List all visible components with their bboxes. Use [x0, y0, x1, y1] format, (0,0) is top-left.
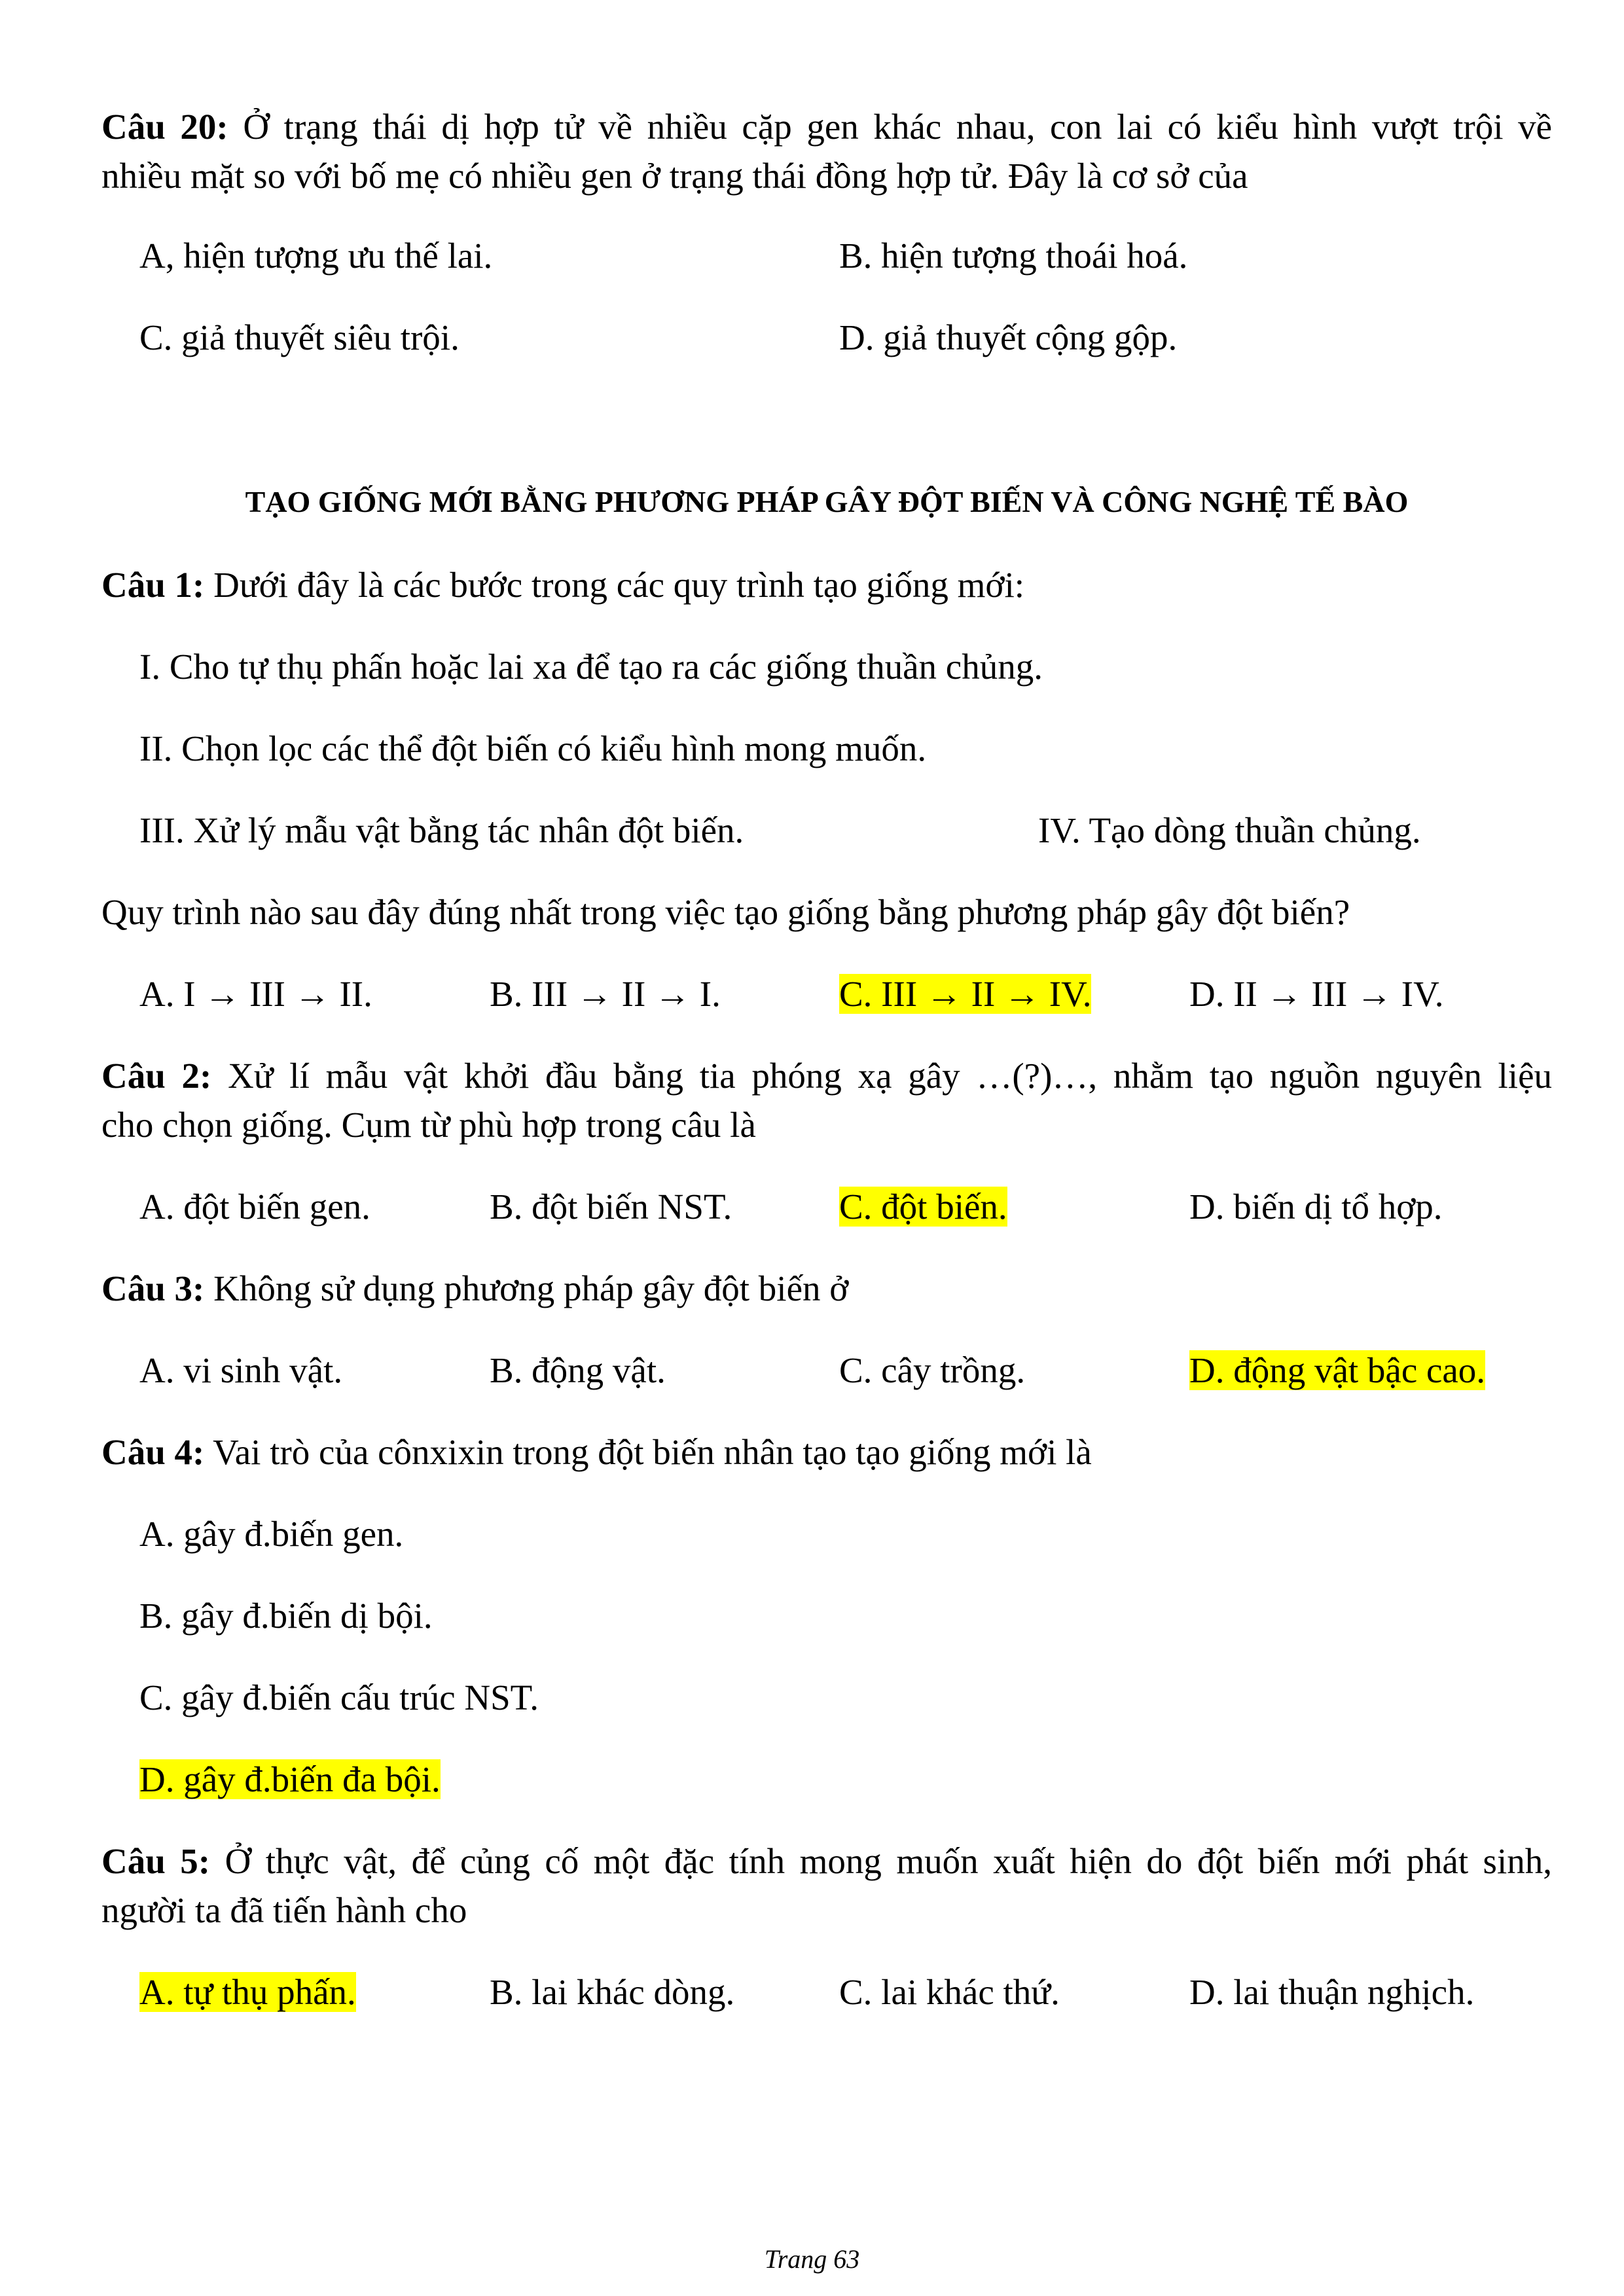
page-number: Trang 63: [764, 2244, 860, 2274]
q3-option-b: B. động vật.: [490, 1350, 666, 1390]
q3-text: Không sử dụng phương pháp gây đột biến ở: [213, 1268, 849, 1308]
q5-line-2: người ta đã tiến hành cho: [101, 1890, 467, 1930]
q2-option-c: [839, 1181, 1007, 1232]
q20-text-1: Ở trạng thái dị hợp tử về nhiều cặp gen khác nhau, con lai có kiểu hình vượt trội về: [243, 107, 1553, 147]
q5-line-1: [101, 1836, 1552, 1887]
q4-label: Câu 4:: [101, 1432, 205, 1472]
q1-question: Quy trình nào sau đây đúng nhất trong việc tạo giống bằng phương pháp gây đột biến?: [101, 892, 1350, 932]
q5-option-a: [139, 1967, 356, 2018]
q2-option-d: D. biến dị tổ hợp.: [1189, 1187, 1443, 1227]
q1-label: Câu 1:: [101, 565, 205, 605]
q2-label: Câu 2:: [101, 1056, 212, 1096]
q1-step-2: II. Chọn lọc các thể đột biến có kiểu hình mong muốn.: [139, 728, 927, 768]
q1-step-3: III. Xử lý mẫu vật bằng tác nhân đột biến.: [139, 810, 744, 850]
q3-answer-highlight: D. động vật bậc cao.: [1189, 1350, 1486, 1390]
q2-option-b: B. đột biến NST.: [490, 1187, 732, 1227]
q20-option-a: A, hiện tượng ưu thế lai.: [139, 236, 493, 276]
q4-option-c: C. gây đ.biến cấu trúc NST.: [139, 1677, 539, 1717]
section-title: TẠO GIỐNG MỚI BẰNG PHƯƠNG PHÁP GÂY ĐỘT BIẾN VÀ CÔNG NGHỆ TẾ BÀO: [245, 485, 1409, 518]
q1-line: [101, 560, 1552, 611]
q4-option-a: A. gây đ.biến gen.: [139, 1514, 404, 1554]
q1-option-c: [839, 969, 1091, 1020]
q20-option-d: D. giả thuyết cộng gộp.: [839, 317, 1178, 357]
q1-option-d: D. II → III → IV.: [1189, 974, 1444, 1014]
q2-line-1: [101, 1050, 1552, 1102]
q4-line: [101, 1427, 1552, 1478]
q3-line: [101, 1263, 1552, 1314]
q20-line-1: [101, 101, 1552, 152]
q4-answer-highlight: D. gây đ.biến đa bội.: [139, 1759, 441, 1799]
q3-option-d: [1189, 1345, 1485, 1396]
q20-label: Câu 20:: [101, 107, 228, 147]
q2-line-2: cho chọn giống. Cụm từ phù hợp trong câu là: [101, 1105, 756, 1145]
q1-step-4: IV. Tạo dòng thuần chủng.: [1038, 810, 1421, 850]
q3-option-a: A. vi sinh vật.: [139, 1350, 343, 1390]
q5-text-1: Ở thực vật, để củng cố một đặc tính mong muốn xuất hiện do đột biến mới phát sinh,: [225, 1841, 1552, 1881]
q5-label: Câu 5:: [101, 1841, 211, 1881]
q5-answer-highlight: A. tự thụ phấn.: [139, 1972, 356, 2012]
q1-option-b: B. III → II → I.: [490, 974, 721, 1014]
q4-option-b: B. gây đ.biến dị bội.: [139, 1596, 433, 1636]
q1-option-a: A. I → III → II.: [139, 974, 372, 1014]
q1-text: Dưới đây là các bước trong các quy trình tạo giống mới:: [213, 565, 1025, 605]
q3-label: Câu 3:: [101, 1268, 205, 1308]
q20-line-2: nhiều mặt so với bố mẹ có nhiều gen ở trạng thái đồng hợp tử. Đây là cơ sở của: [101, 156, 1248, 196]
q20-option-b: B. hiện tượng thoái hoá.: [839, 236, 1188, 276]
q2-text-1: Xử lí mẫu vật khởi đầu bằng tia phóng xạ gây …(?)…, nhằm tạo nguồn nguyên liệu: [228, 1056, 1553, 1096]
q2-option-a: A. đột biến gen.: [139, 1187, 370, 1227]
q5-option-b: B. lai khác dòng.: [490, 1972, 735, 2012]
q5-option-d: D. lai thuận nghịch.: [1189, 1972, 1475, 2012]
q4-text: Vai trò của cônxixin trong đột biến nhân tạo tạo giống mới là: [213, 1432, 1092, 1472]
q4-option-d: [139, 1754, 441, 1805]
q1-answer-highlight: C. III → II → IV.: [839, 974, 1092, 1014]
q3-option-c: C. cây trồng.: [839, 1350, 1026, 1390]
q20-option-c: C. giả thuyết siêu trội.: [139, 317, 460, 357]
q2-answer-highlight: C. đột biến.: [839, 1187, 1007, 1227]
q5-option-c: C. lai khác thứ.: [839, 1972, 1060, 2012]
q1-step-1: I. Cho tự thụ phấn hoặc lai xa để tạo ra các giống thuần chủng.: [139, 647, 1043, 687]
